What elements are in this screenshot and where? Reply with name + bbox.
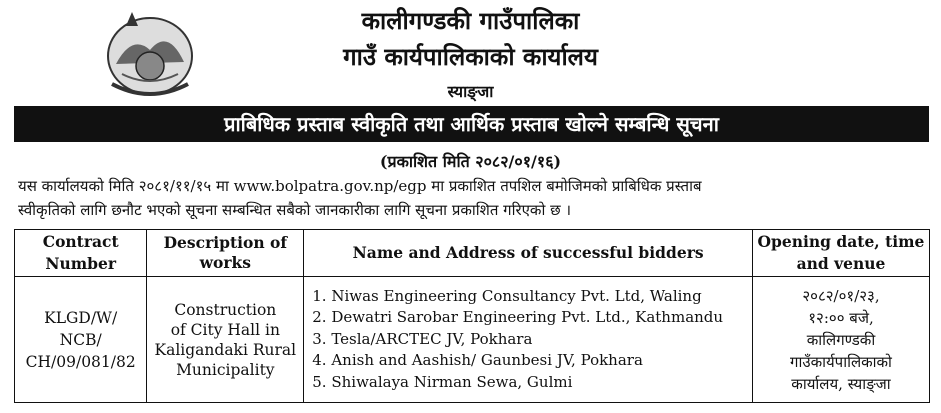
cell-text: KLGD/W/ bbox=[44, 308, 118, 327]
opening-cell bbox=[752, 277, 929, 403]
description-header bbox=[147, 230, 304, 277]
district-name: स्याङ्जा bbox=[447, 82, 494, 101]
contract-number-cell bbox=[15, 277, 147, 403]
bidder-item: 3. Tesla/ARCTEC JV, Pokhara bbox=[312, 329, 533, 348]
cell-text: २०८२/०१/२३, bbox=[802, 286, 880, 305]
bidder-item: 2. Dewatri Sarobar Engineering Pvt. Ltd., Kathmandu bbox=[312, 308, 724, 327]
cell-text: of City Hall in bbox=[170, 320, 280, 339]
published-date: (प्रकाशित मिति २०८२/०१/१६) bbox=[379, 152, 562, 171]
municipality-name: कालीगण्डकी गाउँपालिका bbox=[361, 6, 580, 35]
header-text: Number bbox=[45, 254, 117, 273]
bidders-cell bbox=[304, 277, 753, 403]
header-text: works bbox=[199, 253, 251, 272]
cell-text: NCB/ bbox=[59, 330, 102, 349]
notice-body bbox=[18, 174, 930, 222]
bidder-item: 5. Shiwalaya Nirman Sewa, Gulmi bbox=[312, 372, 573, 391]
bidders-header: Name and Address of successful bidders bbox=[304, 230, 753, 277]
opening-header bbox=[752, 230, 929, 277]
office-name: गाउँ कार्यपालिकाको कार्यालय bbox=[343, 42, 598, 71]
contract-number-header bbox=[15, 230, 147, 277]
notice-title-banner: प्राबिधिक प्रस्ताब स्वीकृति तथा आर्थिक प्रस्ताब खोल्ने सम्बन्धि सूचना bbox=[14, 106, 929, 142]
header-text: Contract bbox=[42, 232, 119, 251]
cell-text: Kaligandaki Rural bbox=[154, 340, 297, 359]
notice-line: यस कार्यालयको मिति २०८१/११/१५ मा www.bolpatra.gov.np/egp मा प्रकाशित तपशिल बमोजिमको प्राबिधिक प्रस्ताब bbox=[18, 177, 702, 195]
header-text: Opening date, time bbox=[757, 232, 925, 251]
cell-text: Municipality bbox=[176, 360, 275, 379]
cell-text: कालिगण्डकी bbox=[806, 330, 876, 349]
cell-text: गाउँकार्यपालिकाको bbox=[790, 352, 892, 371]
cell-text: Construction bbox=[174, 300, 277, 319]
notice-line: स्वीकृतिको लागि छनौट भएको सूचना सम्बन्धित सबैको जानकारीका लागि सूचना प्रकाशित गरिएको छ । bbox=[18, 201, 572, 219]
cell-text: १२:०० बजे, bbox=[808, 308, 874, 327]
cell-text: कार्यालय, स्याङ्जा bbox=[791, 374, 891, 393]
notice-header bbox=[0, 0, 941, 110]
bidder-item: 4. Anish and Aashish/ Gaunbesi JV, Pokhara bbox=[312, 351, 643, 370]
header-text: Description of bbox=[163, 233, 288, 252]
table-row bbox=[15, 277, 930, 403]
header-text: and venue bbox=[796, 254, 886, 273]
bidders-table bbox=[14, 229, 930, 403]
bidder-item: 1. Niwas Engineering Consultancy Pvt. Ltd, Waling bbox=[312, 286, 702, 305]
cell-text: CH/09/081/82 bbox=[25, 352, 136, 371]
description-cell bbox=[147, 277, 304, 403]
table-header-row bbox=[15, 230, 930, 277]
